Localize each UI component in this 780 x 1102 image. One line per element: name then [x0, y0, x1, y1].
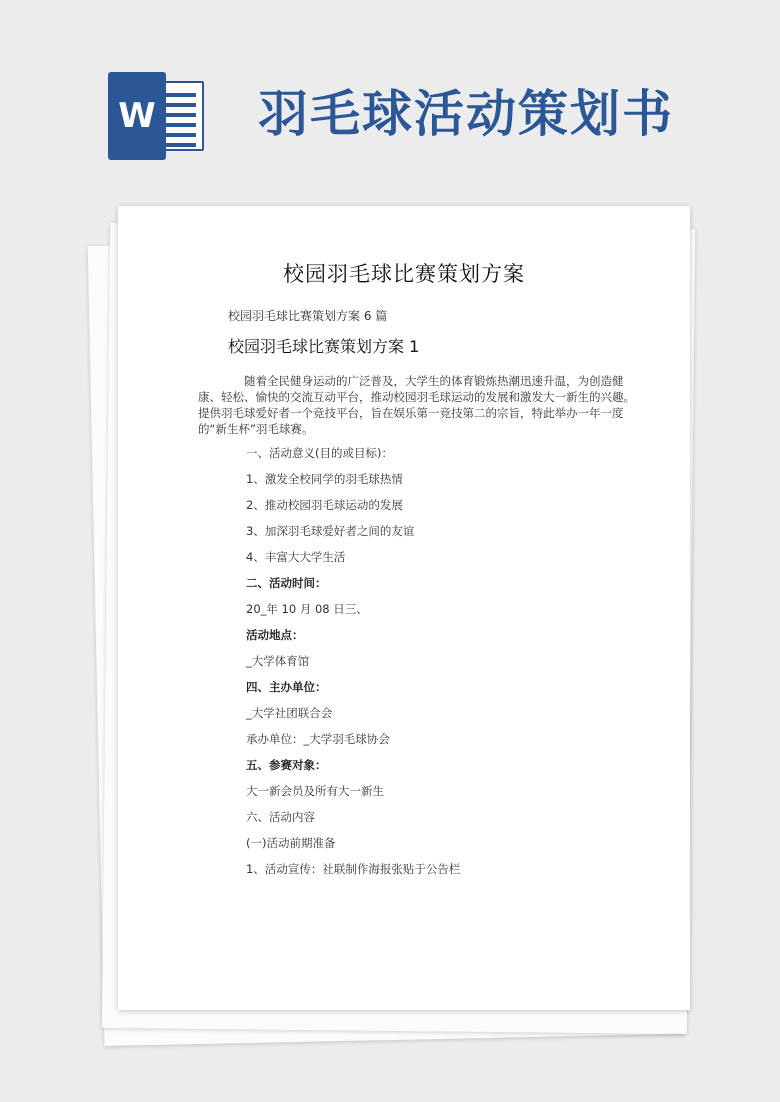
content-line: 六、活动内容 [246, 810, 315, 824]
document-title: 校园羽毛球比赛策划方案 [283, 262, 525, 286]
content-line: 1、激发全校同学的羽毛球热情 [246, 472, 403, 486]
content-heading: 活动地点： [246, 628, 304, 642]
content-line: (一)活动前期准备 [246, 836, 336, 850]
content-heading: 四、主办单位： [246, 680, 327, 694]
content-line: _大学体育馆 [246, 654, 310, 668]
word-icon [108, 72, 206, 160]
content-heading: 二、活动时间： [246, 576, 327, 590]
word-icon-badge: W [108, 72, 166, 160]
content-line: 2、推动校园羽毛球运动的发展 [246, 498, 403, 512]
content-heading: 五、参赛对象： [246, 758, 327, 772]
content-line: 4、丰富大大学生活 [246, 550, 346, 564]
section-title: 校园羽毛球比赛策划方案 1 [228, 337, 420, 356]
content-line: 承办单位：_大学羽毛球协会 [246, 732, 390, 746]
content-line: 大一新会员及所有大一新生 [246, 784, 384, 798]
document-subtitle: 校园羽毛球比赛策划方案 6 篇 [228, 309, 388, 323]
content-line: 20_年 10 月 08 日三、 [246, 602, 368, 616]
content-line: 1、活动宣传：社联制作海报张贴于公告栏 [246, 862, 461, 876]
document-page [118, 206, 690, 1010]
banner-title: 羽毛球活动策划书 [258, 84, 674, 143]
content-line: _大学社团联合会 [246, 706, 333, 720]
intro-paragraph: 随着全民健身运动的广泛普及，大学生的体育锻炼热潮迅速升温，为创造健康、轻松、愉快的交流互动平台，推动校园羽毛球运动的发展和激发大一新生的兴趣。 提供羽毛球爱好者一个竞技平台，旨在娱乐第一竞技第二的宗旨，特此举办一年一度的“新生杯”羽毛球赛。 [198, 374, 635, 436]
content-line: 一、活动意义(目的或目标)： [246, 446, 393, 460]
content-line: 3、加深羽毛球爱好者之间的友谊 [246, 524, 415, 538]
